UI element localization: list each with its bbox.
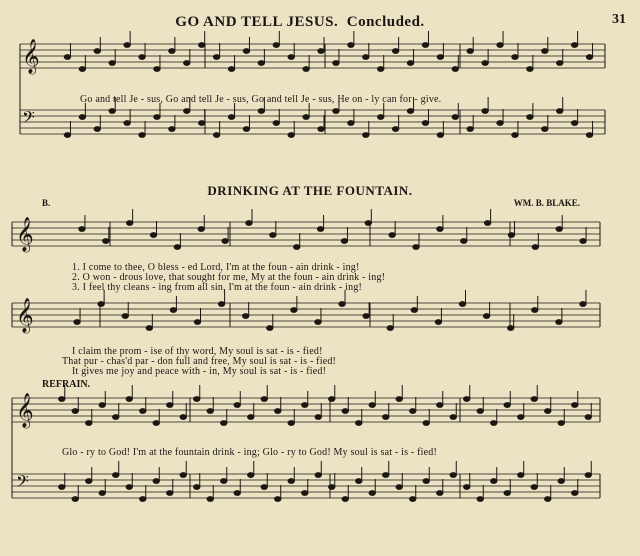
hymn1-lyrics: Go and tell Je - sus, Go and tell Je - sus, Go and tell Je - sus, He on - ly can for - give. (80, 94, 442, 105)
hymn1-title: GO AND TELL JESUS. (175, 14, 339, 30)
bass-clef-icon: 𝄢 (22, 107, 35, 131)
treble-clef-icon: 𝄞 (16, 298, 34, 333)
page-number: 31 (612, 12, 626, 27)
verse-line-3a: 3. I feel thy cleans - ing from all sin, I'm at the foun - ain drink - ing! (72, 282, 363, 293)
key-mark: B. (42, 198, 51, 208)
composer: WM. B. BLAKE. (513, 198, 580, 208)
verse-line-2a: 2. O won - drous love, that sought for me, My at the foun - ain drink - ing! (72, 272, 386, 283)
refrain-lyrics: Glo - ry to God! I'm at the fountain drink - ing; Glo - ry to God! My soul is sat - is - fied! (62, 447, 437, 458)
verse-line-3b: It gives me joy and peace with - in, My soul is sat - is - fied! (72, 366, 327, 377)
verse-line-2b: That pur - chas'd par - don full and free, My soul is sat - is - fied! (62, 356, 337, 367)
treble-clef-icon: 𝄞 (22, 39, 40, 74)
treble-clef-icon: 𝄞 (16, 217, 34, 252)
verse-line-1a: 1. I come to thee, O bless - ed Lord, I'm at the foun - ain drink - ing! (72, 262, 360, 273)
hymn2-title: DRINKING AT THE FOUNTAIN. (207, 183, 413, 198)
treble-clef-icon: 𝄞 (16, 393, 34, 428)
hymn1-subtitle: Concluded. (346, 14, 425, 30)
refrain-label: REFRAIN. (42, 379, 91, 390)
bass-clef-icon: 𝄢 (16, 471, 29, 495)
verse-line-1b: I claim the prom - ise of thy word, My soul is sat - is - fied! (72, 346, 323, 357)
